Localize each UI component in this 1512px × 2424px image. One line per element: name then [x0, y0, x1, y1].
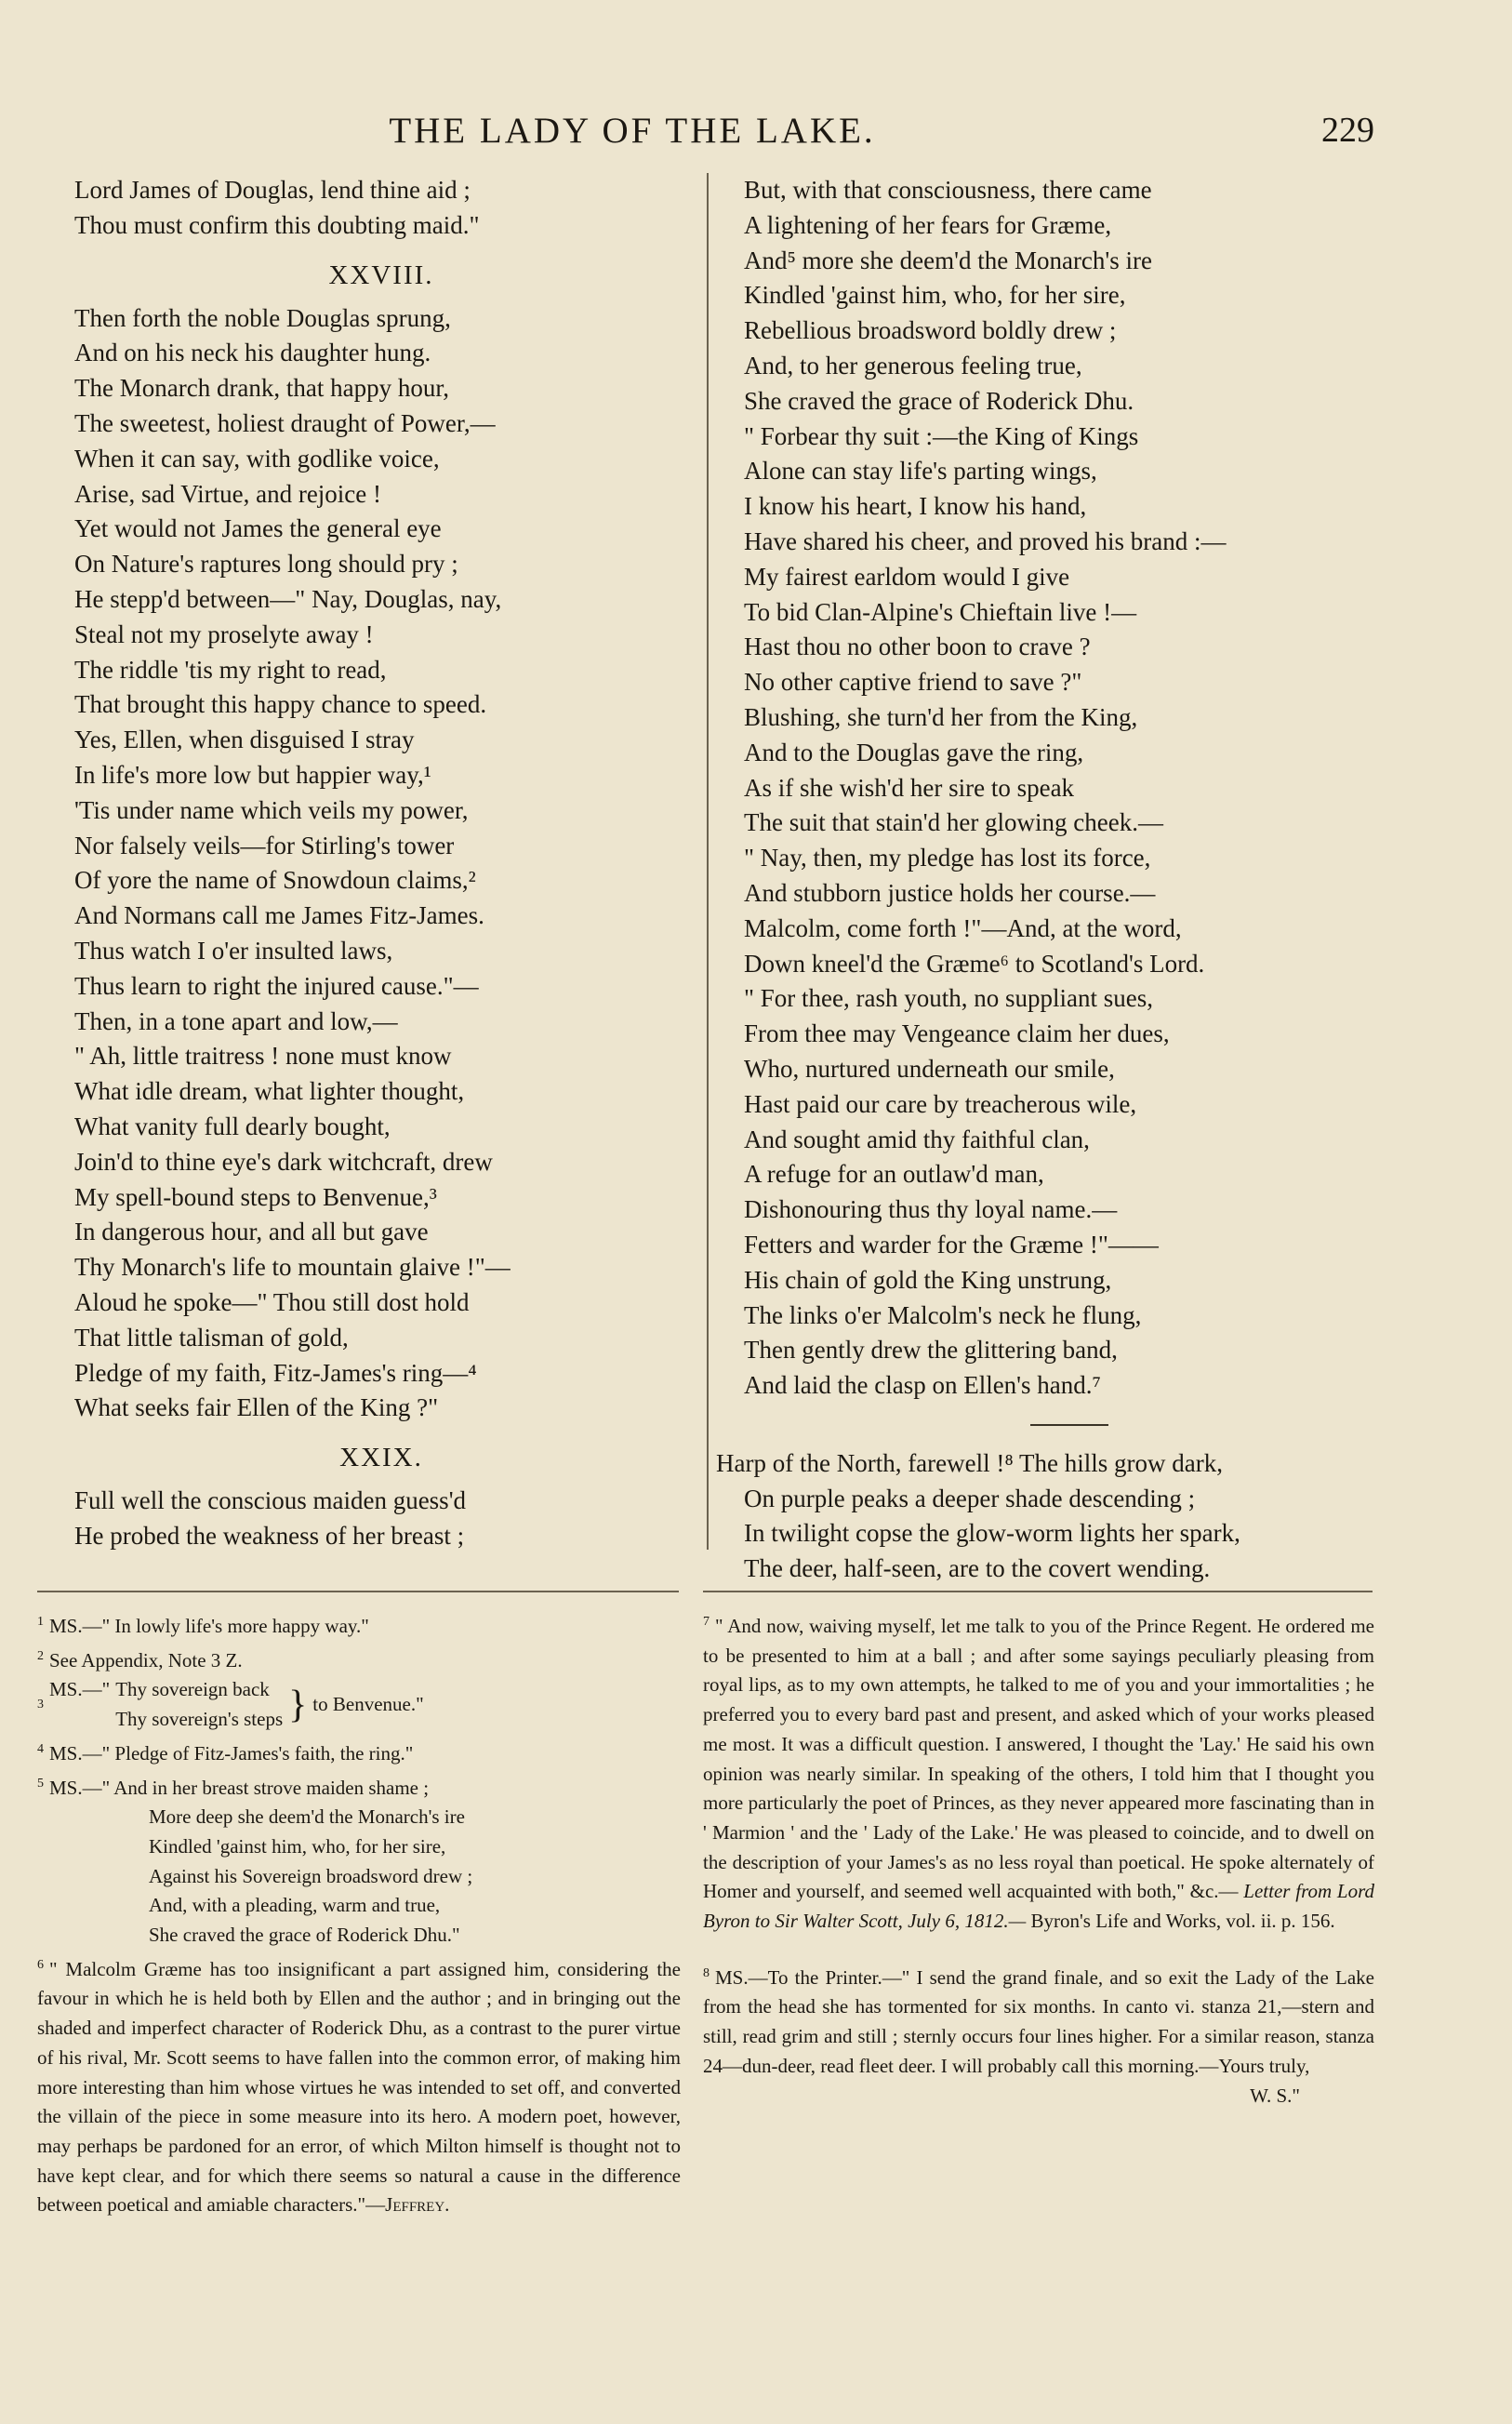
verse-line: To bid Clan-Alpine's Chieftain live !—: [744, 597, 1137, 626]
verse-line: And sought amid thy faithful clan,: [744, 1125, 1090, 1153]
verse-line: On Nature's raptures long should pry ;: [74, 550, 458, 579]
footnote-text: MS.—" In lowly life's more happy way.": [49, 1615, 369, 1637]
page-number: 229: [1321, 111, 1374, 150]
verse-line: Dishonouring thus thy loyal name.—: [744, 1195, 1118, 1224]
footnote-rule-left: [37, 1591, 679, 1592]
verse-line: Alone can stay life's parting wings,: [744, 457, 1097, 486]
verse-line: In life's more low but happier way,¹: [74, 760, 431, 789]
footnote-text: MS.—" And in her breast strove maiden shame ;: [49, 1776, 430, 1799]
footnote-verse-line: Against his Sovereign broadsword drew ;: [149, 1864, 473, 1887]
footnote-text: MS.—To the Printer.—" I send the grand finale, and so exit the Lady of the Lake from the head she has tormented for six months. In canto vi. stanza 21,—stern and still, read grim and still ; sternly occurs four lines higher. For a similar reason, stanza 24—dun-deer, read fleet deer. I will probably call this morning.—Yours truly,: [703, 1965, 1374, 2077]
verse-line: When it can say, with godlike voice,: [74, 444, 440, 473]
verse-line: What vanity full dearly bought,: [74, 1112, 391, 1140]
verse-line: " Nay, then, my pledge has lost its force,: [744, 844, 1151, 872]
verse-line: Nor falsely veils—for Stirling's tower: [74, 831, 455, 859]
footnotes-right: [703, 1607, 1374, 2111]
footnote-5: [37, 1769, 681, 1804]
verse-line: Join'd to thine eye's dark witchcraft, drew: [74, 1147, 493, 1176]
right-column: [716, 173, 1395, 1587]
harp-stanza: [716, 1446, 1395, 1587]
verse-line: Yet would not James the general eye: [74, 514, 442, 543]
verse-line: Then forth the noble Douglas sprung,: [74, 303, 451, 332]
verse-line: Malcolm, come forth !"—And, at the word,: [744, 913, 1182, 942]
verse-line: 'Tis under name which veils my power,: [74, 795, 469, 824]
footnote-rule-right: [703, 1591, 1373, 1592]
verse-line: Lord James of Douglas, lend thine aid ;: [74, 176, 471, 204]
verse-line: Kindled 'gainst him, who, for her sire,: [744, 281, 1126, 310]
verse-line: A refuge for an outlaw'd man,: [744, 1160, 1044, 1189]
footnote-prefix: MS.—": [49, 1678, 111, 1701]
footnote-number: 1: [37, 1615, 44, 1629]
verse-line: Of yore the name of Snowdoun claims,²: [74, 866, 476, 895]
verse-line: Then gently drew the glittering band,: [744, 1336, 1118, 1365]
verse-line: She craved the grace of Roderick Dhu.: [744, 386, 1134, 415]
footnote-1: [37, 1607, 681, 1642]
verse-line: What idle dream, what lighter thought,: [74, 1077, 465, 1106]
verse-line: The riddle 'tis my right to read,: [74, 655, 387, 684]
verse-line: Hast thou no other boon to crave ?: [744, 633, 1091, 661]
verse-line: " Ah, little traitress ! none must know: [74, 1042, 452, 1071]
footnote-8: [703, 1959, 1374, 2107]
left-column: [74, 173, 688, 1554]
section-rule: [1030, 1424, 1108, 1426]
verse-line: Thus learn to right the injured cause."—: [74, 971, 479, 1000]
verse-line: The sweetest, holiest draught of Power,—: [74, 408, 496, 437]
verse-line: The suit that stain'd her glowing cheek.—: [744, 808, 1164, 837]
footnote-text: MS.—" Pledge of Fitz-James's faith, the ring.": [49, 1741, 414, 1765]
footnote-verse-line: Kindled 'gainst him, who, for her sire,: [149, 1834, 446, 1858]
footnote-text: " Malcolm Græme has too insignificant a part assigned him, considering the favour in which he is held both by Ellen and the author ; and in bringing out the shaded and imperfect character of Roderick Dhu, as a contrast to the purer virtue of his rival, Mr. Scott seems to have fallen into the common error, of making him more interesting than him whose virtues he was intended to set off, and converted the villain of the piece in some measure into its hero. A modern poet, however, may perhaps be pardoned for an error, of which Milton himself is thought not to have kept clear, and for which there seems so natural a cause in the difference between poetical and amiable characters."—: [37, 1957, 681, 2217]
verse-line: Thy Monarch's life to mountain glaive !"—: [74, 1253, 511, 1282]
verse-line: No other captive friend to save ?": [744, 668, 1082, 697]
footnote-5-verse: [37, 1803, 681, 1951]
verse-line: And on his neck his daughter hung.: [74, 339, 431, 367]
verse-line: That little talisman of gold,: [74, 1323, 349, 1352]
footnote-4: [37, 1735, 681, 1769]
footnote-3: [37, 1675, 681, 1734]
verse-line: And Normans call me James Fitz-James.: [74, 901, 484, 930]
verse-line: On purple peaks a deeper shade descending ;: [744, 1484, 1196, 1512]
stanza-heading: XXIX.: [339, 1443, 423, 1473]
verse-line: Harp of the North, farewell !⁸ The hills grow dark,: [716, 1448, 1223, 1477]
verse-line: The deer, half-seen, are to the covert wending.: [744, 1554, 1211, 1583]
footnote-number: 6: [37, 1957, 44, 1972]
verse-line: And to the Douglas gave the ring,: [744, 738, 1084, 766]
verse-line: And laid the clasp on Ellen's hand.⁷: [744, 1371, 1101, 1400]
verse-line: And, to her generous feeling true,: [744, 351, 1082, 380]
column-divider: [707, 173, 709, 1550]
verse-line: Blushing, she turn'd her from the King,: [744, 702, 1138, 731]
footnote-number: 4: [37, 1741, 44, 1756]
verse-line: But, with that consciousness, there came: [744, 176, 1152, 204]
verse-line: In twilight copse the glow-worm lights her spark,: [744, 1519, 1240, 1548]
verse-line: Have shared his cheer, and proved his brand :—: [744, 526, 1227, 555]
verse-line: " For thee, rash youth, no suppliant sues,: [744, 984, 1153, 1013]
verse-line: And⁵ more she deem'd the Monarch's ire: [744, 246, 1153, 274]
verse-line: Full well the conscious maiden guess'd: [74, 1486, 467, 1515]
footnote-attribution: Jeffrey.: [385, 2193, 450, 2217]
footnote-source: Letter from Lord Byron to Sir Walter Scott, July 6, 1812.—: [703, 1880, 1374, 1933]
verse-line: As if she wish'd her sire to speak: [744, 773, 1075, 802]
verse-line: Yes, Ellen, when disguised I stray: [74, 726, 415, 754]
footnote-verse-line: And, with a pleading, warm and true,: [149, 1894, 441, 1917]
verse-line: He stepp'd between—" Nay, Douglas, nay,: [74, 584, 502, 613]
footnote-text: " And now, waiving myself, let me talk to you of the Prince Regent. He ordered me to be presented to him at a ball ; and after some sayings peculiarly pleasing from royal lips, as to my own attempts, he talked to me of you and your immortalities ; he preferred you to every bard past and present, and asked which of your works pleased me most. It was a difficult question. I answered, I thought the 'Lay.' He said his own opinion was nearly similar. In speaking of the others, I told him that I thought you more particularly the poet of Princes, as they never appeared more fascinating than in ' Marmion ' and the ' Lady of the Lake.' He was pleased to coincide, and to dwell on the description of your James's as no less royal than poetical. He spoke alternately of Homer and yourself, and seemed well acquainted with both," &c.—: [703, 1615, 1374, 1903]
stanza-heading: XXVIII.: [328, 260, 434, 290]
stanza-29-continued: [744, 173, 1395, 1404]
footnote-number: 8: [703, 1965, 710, 1980]
footnote-number: 2: [37, 1648, 44, 1663]
spacer: [703, 1937, 1374, 1959]
verse-line: Down kneel'd the Græme⁶ to Scotland's Lord.: [744, 949, 1205, 978]
footnotes-left: [37, 1607, 681, 2220]
verse-line: My fairest earldom would I give: [744, 562, 1070, 591]
verse-line: He probed the weakness of her breast ;: [74, 1521, 465, 1550]
variant-line: Thy sovereign back: [115, 1678, 270, 1701]
verse-line: Who, nurtured underneath our smile,: [744, 1054, 1115, 1083]
verse-line: Pledge of my faith, Fitz-James's ring—⁴: [74, 1358, 477, 1387]
footnote-6: [37, 1951, 681, 2220]
verse-line: That brought this happy chance to speed.: [74, 690, 487, 719]
brace-glyph: }: [288, 1684, 308, 1727]
footnote-number: 5: [37, 1776, 44, 1791]
verse-line: Thus watch I o'er insulted laws,: [74, 936, 393, 965]
footnote-text: See Appendix, Note 3 Z.: [49, 1648, 243, 1671]
running-title: THE LADY OF THE LAKE.: [389, 111, 876, 151]
verse-line: Then, in a tone apart and low,—: [74, 1006, 398, 1035]
footnote-verse-line: More deep she deem'd the Monarch's ire: [149, 1805, 465, 1829]
verse-line: Fetters and warder for the Græme !"——: [744, 1230, 1159, 1259]
verse-line: What seeks fair Ellen of the King ?": [74, 1393, 439, 1422]
verse-line: The Monarch drank, that happy hour,: [74, 374, 450, 403]
footnote-suffix: to Benvenue.": [312, 1693, 424, 1716]
verse-line: His chain of gold the King unstrung,: [744, 1265, 1112, 1294]
verse-line: A lightening of her fears for Græme,: [744, 210, 1112, 239]
footnote-number: 7: [703, 1615, 710, 1629]
verse-line: Arise, sad Virtue, and rejoice !: [74, 479, 382, 508]
verse-line: " Forbear thy suit :—the King of Kings: [744, 421, 1139, 450]
verse-line: I know his heart, I know his hand,: [744, 492, 1087, 521]
footnote-2: [37, 1642, 681, 1676]
verse-line: Aloud he spoke—" Thou still dost hold: [74, 1287, 470, 1316]
verse-line: And stubborn justice holds her course.—: [744, 878, 1156, 907]
verse-line: Hast paid our care by treacherous wile,: [744, 1089, 1137, 1118]
footnote-verse-line: She craved the grace of Roderick Dhu.": [149, 1924, 460, 1947]
verse-line: Thou must confirm this doubting maid.": [74, 210, 480, 239]
footnote-7: [703, 1607, 1374, 1937]
verse-line: In dangerous hour, and all but gave: [74, 1218, 429, 1246]
variant-lines: [115, 1675, 283, 1734]
verse-line: Rebellious broadsword boldly drew ;: [744, 316, 1117, 345]
footnote-number: 3: [37, 1698, 44, 1712]
verse-line: The links o'er Malcolm's neck he flung,: [744, 1300, 1142, 1329]
stanza-28: [74, 301, 688, 1427]
footnote-source-2: Byron's Life and Works, vol. ii. p. 156.: [1030, 1910, 1335, 1933]
footnote-signature: W. S.": [1250, 2084, 1300, 2107]
verse-line: Steal not my proselyte away !: [74, 619, 374, 648]
verse-line: My spell-bound steps to Benvenue,³: [74, 1182, 437, 1211]
variant-line: Thy sovereign's steps: [115, 1708, 284, 1731]
verse-line: From thee may Vengeance claim her dues,: [744, 1019, 1170, 1048]
